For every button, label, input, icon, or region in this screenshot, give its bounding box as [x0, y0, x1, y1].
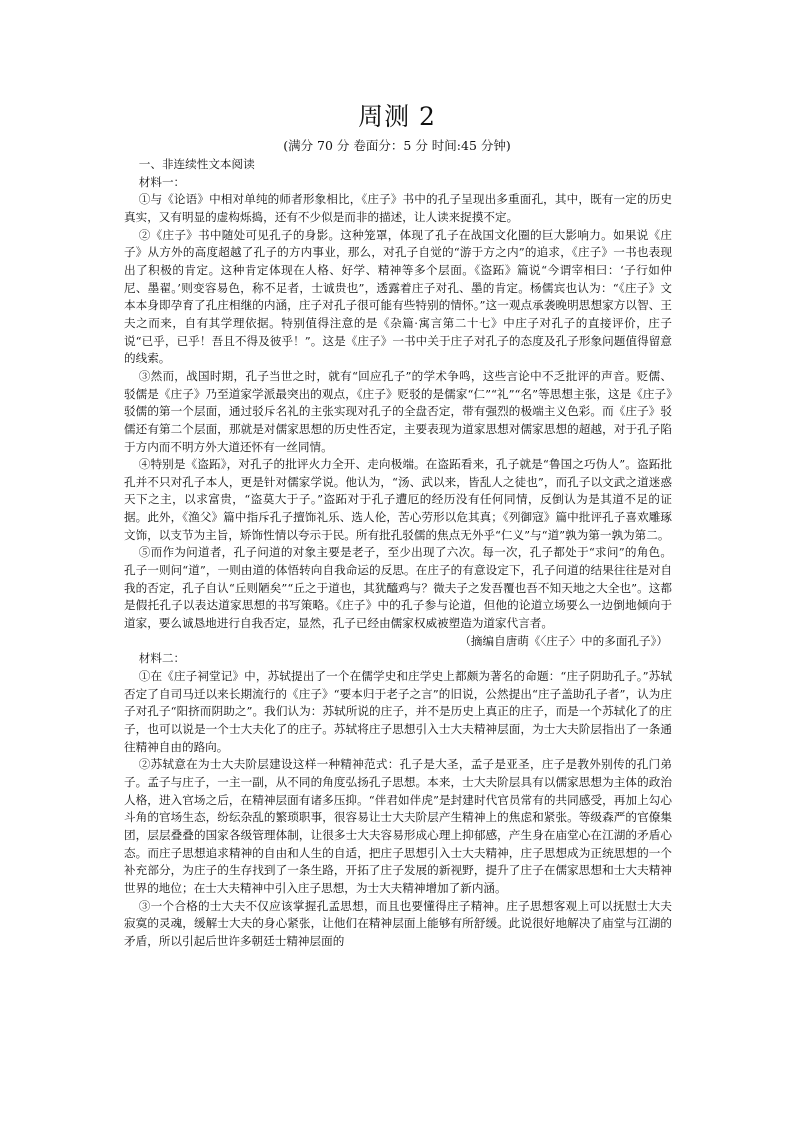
material-1-source: （摘编自唐萌《〈庄子〉中的多面孔子》）: [459, 633, 668, 648]
material-1-paragraph-2: ②《庄子》书中随处可见孔子的身影。这种笼罩，体现了孔子在战国文化圈的巨大影响力。如果说《庄子》从方外的高度超越了孔子的方内事业，那么，对孔子自觉的“游于方之内”的追求，《庄子》一书也表现出了积极的肯定。这种肯定体现在人格、好学、精神等多个层面。《盗跖》篇说“今谓宰相曰：‘子行如仲尼、墨翟。’则变容易色，称不足者，士诚贵也”，透露着庄子对孔、墨的肯定。杨儒宾也认为：“《庄子》文本本身即孕育了孔庄相继的内涵，庄子对孔子很可能有些特别的情怀。”这一观点承袭晚明思想家方以智、王夫之而来，自有其学理依据。特别值得注意的是《杂篇·寓言第二十七》中庄子对孔子的直接评价，庄子说“已乎，已乎！吾且不得及彼乎！”。这是《庄子》一书中关于庄子对孔子的态度及孔子形象问题值得留意的线索。: [124, 227, 672, 366]
material-1-paragraph-5: ⑤而作为问道者，孔子问道的对象主要是老子，至少出现了六次。每一次，孔子都处于“求问”的角色。孔子一则问“道”，一则由道的体悟转向自我命运的反思。在庄子的有意设定下，孔子问道的结果往往是对自我的否定，孔子自认“丘则陋矣”“丘之于道也，其犹醯鸡与？微夫子之发吾覆也吾不知天地之大全也”。这都是假托孔子以表达道家思想的书写策略。《庄子》中的孔子参与论道，但他的论道立场要么一边倒地倾向于道家，要么诚恳地进行自我否定，显然，孔子已经由儒家权威被塑造为道家代言者。: [124, 545, 672, 631]
material-1-paragraph-3: ③然而，战国时期，孔子当世之时，就有“回应孔子”的学术争鸣，这些言论中不乏批评的声音。贬儒、驳儒是《庄子》乃至道家学派最突出的观点，《庄子》贬驳的是儒家“仁”“礼”“名”等思想主张，这是《庄子》驳儒的第一个层面，通过驳斥名礼的主张实现对孔子的全盘否定，带有强烈的极端主义色彩。而《庄子》驳儒还有第二个层面，那就是对儒家思想的历史性否定，主要表现为道家思想对儒家思想的超越，对于孔子陷于方内而不明方外大道还怀有一丝同情。: [124, 368, 672, 454]
material-1-label: 材料一：: [138, 174, 186, 189]
exam-info: (满分 70 分 卷面分：5 分 时间:45 分钟): [283, 138, 511, 153]
material-2-paragraph-3: ③一个合格的士大夫不仅应该掌握孔孟思想，而且也要懂得庄子精神。庄子思想客观上可以抚慰士大夫寂寞的灵魂，缓解士大夫的身心紧张，让他们在精神层面上能够有所舒缓。此说很好地解决了庙堂与江湖的矛盾，所以引起后世许多朝廷士精神层面的: [124, 898, 672, 948]
material-1-paragraph-1: ①与《论语》中相对单纯的师者形象相比，《庄子》书中的孔子呈现出多重面孔，其中，既有一定的历史真实，又有明显的虚构烁捣，还有不少似是而非的描述，让人读来捉摸不定。: [124, 192, 672, 224]
material-1-paragraph-4: ④特别是《盗跖》，对孔子的批评火力全开、走向极端。在盗跖看来，孔子就是“鲁国之巧伪人”。盗跖批孔并不只对孔子本人，更是针对儒家学说。他认为，“汤、武以来，皆乱人之徒也”，而孔子以文武之道迷惑天下之主，以求富贵，“盗莫大于子。”盗跖对于孔子遭厄的经历没有任何同情，反倒认为是其道不足的证据。此外，《渔父》篇中指斥孔子擅饰礼乐、选人伦，苦心劳形以危其真；《列御寇》篇中批评孔子喜欢雕琢文饰，以支节为主旨，矫饰性情以夸示于民。所有批孔驳儒的焦点无外乎“仁义”与“道”孰为第一孰为第二。: [124, 457, 672, 542]
page-title: 周测 2: [358, 102, 436, 131]
material-2-paragraph-2: ②苏轼意在为士大夫阶层建设这样一种精神范式：孔子是大圣，孟子是亚圣，庄子是教外别传的孔门弟子。孟子与庄子，一主一副，从不同的角度弘扬孔子思想。本来，士大夫阶层具有以儒家思想为主体的政治人格，进入官场之后，在精神层面有诸多压抑。“伴君如伴虎”是封建时代官员常有的共同感受，再加上勾心斗角的官场生态，纷纭杂乱的繁琐职事，很容易让士大夫阶层产生精神上的焦虑和紧张。等级森严的官僚集团，层层叠叠的国家各级管理体制，让很多士大夫容易形成心理上抑郁感，产生身在庙堂心在江湖的矛盾心态。而庄子思想追求精神的自由和人生的自适，把庄子思想引入士大夫精神，庄子思想成为正统思想的一个补充部分，为庄子的生存找到了一条生路，开拓了庄子发展的新视野，提升了庄子在儒家思想和士大夫精神世界的地位；在士大夫精神中引入庄子思想，为士大夫精神增加了新内涵。: [124, 757, 672, 895]
material-2-label: 材料二：: [138, 651, 186, 666]
document-body: [124, 156, 672, 951]
section-heading: 一、非连续性文本阅读: [138, 157, 255, 171]
material-2-paragraph-1: ①在《庄子祠堂记》中，苏轼提出了一个在儒学史和庄学史上都颇为著名的命题：“庄子阴助孔子。”苏轼否定了自司马迁以来长期流行的《庄子》“要本归于老子之言”的旧说，公然提出“庄子盖助孔子者”，认为庄子对孔子“阳挤而阴助之”。我们认为：苏轼所说的庄子，并不是历史上真正的庄子，而是一个苏轼化了的庄子，也可以说是一个士大夫化了的庄子。苏轼将庄子思想引入士大夫精神层面，为士大夫阶层指出了一条通往精神自由的路向。: [124, 669, 672, 754]
